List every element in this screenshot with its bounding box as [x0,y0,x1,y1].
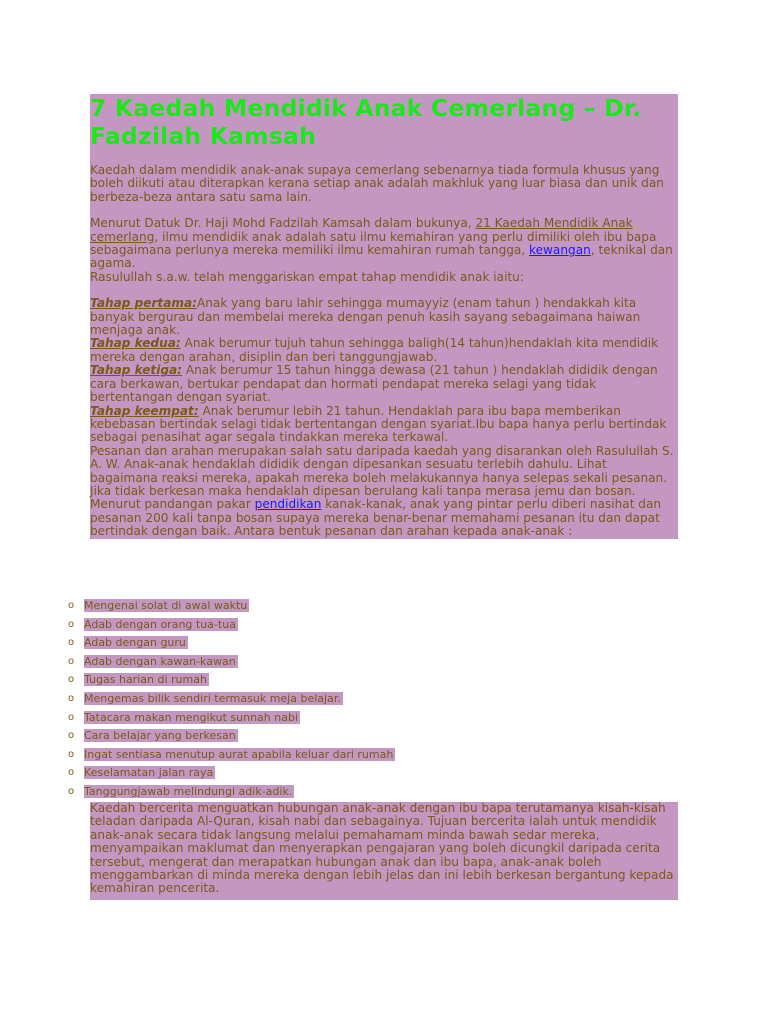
bullet-icon: o [68,637,75,649]
list-item [68,784,498,803]
stage-2-term: Tahap kedua: [90,336,181,351]
bullet-icon: o [68,767,75,779]
author-paragraph [90,217,678,271]
list-item-text: Tugas harian di rumah [84,673,207,687]
list-item [68,617,498,636]
stage-4 [90,405,678,445]
list-item [68,747,498,766]
article [90,94,678,539]
list-item [68,710,498,729]
stage-2-text: Anak berumur tujuh tahun sehingga baligh(14 tahun)hendaklah kita mendidik mereka dengan arahan, disiplin dan beri tanggungjawab. [90,336,659,364]
list-item [68,672,498,691]
list-item-text: Adab dengan guru [84,636,186,650]
bullet-icon: o [68,655,75,667]
author-prefix: Menurut Datuk Dr. Haji Mohd Fadzilah Kamsah dalam bukunya, [90,216,476,231]
list-item-text: Tatacara makan mengikut sunnah nabi [84,710,298,724]
list-item-text: Keselamatan jalan raya [84,766,214,780]
list-item-text: Ingat sentiasa menutup aurat apabila keluar dari rumah [84,747,394,761]
bullet-icon: o [68,692,75,704]
stage-1-text: Anak yang baru lahir sehingga mumayyiz (enam tahun ) hendakkah kita banyak bergurau dan membelai mereka dengan penuh kasih sayang sebagaimana haiwan menjaga anak. [90,296,641,338]
stage-3 [90,364,678,404]
bullet-icon: o [68,600,75,611]
stage-1 [90,297,678,337]
bullet-icon: o [68,711,75,723]
list-item [68,691,498,710]
pesanan-text-1: Pesanan dan arahan merupakan salah satu daripada kaedah yang disarankan oleh Rasulullah S. A. W. Anak-anak hendaklah dididik dengan dipesankan sesuatu terlebih dahulu. Lihat bagaimana reaksi mereka, apakah mereka boleh melakukannya hanya selepas sekali pesanan. Jika tidak berkesan maka hendaklah dipesan berulang kali tanpa merasa jemu dan bosan. Menurut pandangan pakar [90,443,674,512]
list-item-text: Cara belajar yang berkesan [84,729,236,743]
bullet-icon: o [68,730,75,742]
list-item-text: Mengenai solat di awal waktu [84,599,248,612]
list-item-text: Adab dengan kawan-kawan [84,654,236,668]
stage-4-term: Tahap keempat: [90,403,199,418]
stage-3-term: Tahap ketiga: [90,363,183,378]
pesanan-list [68,598,498,803]
bullet-icon: o [68,748,75,760]
author-suffix: , teknikal dan agama. [90,243,673,271]
bullet-icon: o [68,618,75,630]
stage-2 [90,337,678,364]
kewangan-link[interactable]: kewangan [529,243,591,258]
pesanan-paragraph [90,445,678,539]
author-middle: , ilmu mendidik anak adalah satu ilmu kemahiran yang perlu dimiliki oleh ibu bapa sebagaimana perlunya mereka memiliki ilmu kemahiran rumah tangga, [90,229,657,258]
bullet-icon: o [68,674,75,686]
pendidikan-link[interactable]: pendidikan [254,497,322,512]
article-title: 7 Kaedah Mendidik Anak Cemerlang – Dr. Fadzilah Kamsah [90,94,642,150]
list-item-text: Tanggungjawab melindungi adik-adik. [84,784,293,798]
stage-1-term: Tahap pertama: [90,296,197,311]
bercerita-paragraph: Kaedah bercerita menguatkan hubungan anak-anak dengan ibu bapa terutamanya kisah-kisah teladan daripada Al-Quran, kisah nabi dan sebagainya. Tujuan bercerita ialah untuk mendidik anak-anak secara tidak langsung melalui pemahamam minda bawah sedar mereka, menyampaikan maklumat dan menyerapkan pengajaran yang boleh dicungkil daripada cerita tersebut, mengerat dan merapatkan hubungan anak dan ibu bapa, anak-anak boleh menggambarkan di minda mereka dengan lebih jelas dan ini lebih berkesan bergantung kepada kemahiran pencerita. [90,802,678,900]
list-item [68,635,498,654]
list-item [68,765,498,784]
pesanan-text-2: kanak-kanak, anak yang pintar perlu diberi nasihat dan pesanan 200 kali tanpa bosan supaya mereka benar-benar memahami pesanan itu dan dapat bertindak dengan baik. Antara bentuk pesanan dan arahan kepada anak-anak : [90,497,662,539]
list-item [68,728,498,747]
intro-paragraph: Kaedah dalam mendidik anak-anak supaya cemerlang sebenarnya tiada formula khusus yang boleh diikuti atau diterapkan kerana setiap anak adalah makhluk yang luar biasa dan unik dan berbeza-beza antara satu sama lain. [90,163,664,204]
list-item-text: Mengemas bilik sendiri termasuk meja belajar. [84,691,341,705]
stage-4-text: Anak berumur lebih 21 tahun. Hendaklah para ibu bapa memberikan kebebasan bertindak selagi tidak bertentangan dengan syariat.Ibu bapa hanya perlu bertindak sebagai penasihat agar segala tindakkan mereka terkawal. [90,403,667,445]
stages-intro: Rasulullah s.a.w. telah menggariskan empat tahap mendidik anak iaitu: [90,269,524,284]
list-item-text: Adab dengan orang tua-tua [84,617,236,631]
list-item [68,654,498,673]
bullet-icon: o [68,785,75,797]
list-item [68,598,498,617]
book-link[interactable]: 21 Kaedah Mendidik Anak cemerlang [90,216,633,244]
stage-3-text: Anak berumur 15 tahun hingga dewasa (21 tahun ) hendaklah dididik dengan cara berkawan, bertukar pendapat dan hormati pendapat mereka selagi yang tidak bertentangan dengan syariat. [90,363,658,405]
